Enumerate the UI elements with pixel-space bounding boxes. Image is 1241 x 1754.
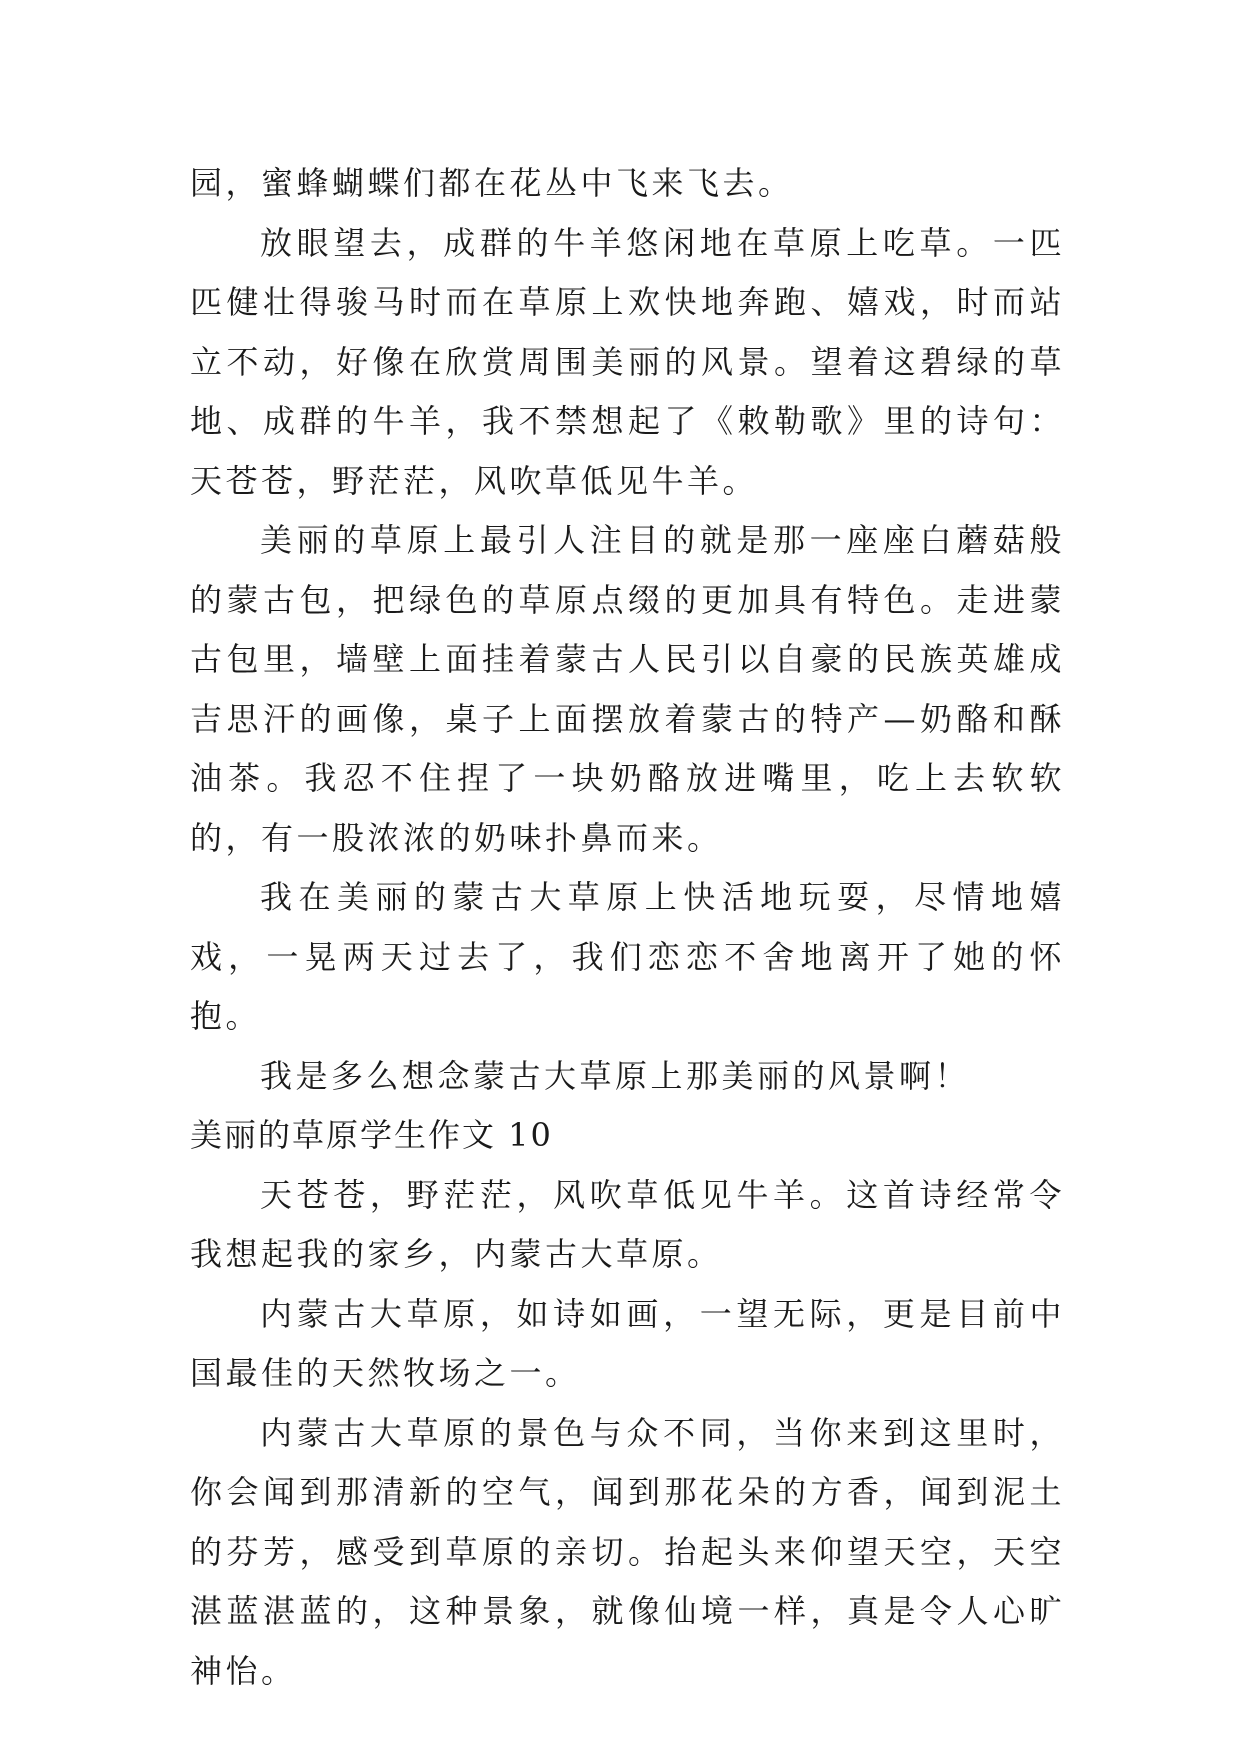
paragraph: 天苍苍，野茫茫，风吹草低见牛羊。这首诗经常令我想起我的家乡，内蒙古大草原。 [190, 1175, 1065, 1273]
paragraph: 内蒙古大草原，如诗如画，一望无际，更是目前中国最佳的天然牧场之一。 [190, 1294, 1065, 1392]
paragraph: 美丽的草原上最引人注目的就是那一座座白蘑菇般的蒙古包，把绿色的草原点缀的更加具有特色。走进蒙古包里，墙壁上面挂着蒙古人民引以自豪的民族英雄成吉思汗的画像，桌子上面摆放着蒙古的特产—奶酪和酥油茶。我忍不住捏了一块奶酪放进嘴里，吃上去软软的，有一股浓浓的奶味扑鼻而来。 [190, 521, 1065, 857]
paragraph: 我在美丽的蒙古大草原上快活地玩耍，尽情地嬉戏，一晃两天过去了，我们恋恋不舍地离开了她的怀抱。 [190, 878, 1065, 1035]
paragraph: 内蒙古大草原的景色与众不同，当你来到这里时，你会闻到那清新的空气，闻到那花朵的方香，闻到泥土的芬芳，感受到草原的亲切。抬起头来仰望天空，天空湛蓝湛蓝的，这种景象，就像仙境一样，真是令人心旷神怡。 [190, 1413, 1065, 1690]
paragraph: 放眼望去，成群的牛羊悠闲地在草原上吃草。一匹匹健壮得骏马时而在草原上欢快地奔跑、嬉戏，时而站立不动，好像在欣赏周围美丽的风景。望着这碧绿的草地、成群的牛羊，我不禁想起了《敕勒歌》里的诗句：天苍苍，野茫茫，风吹草低见牛羊。 [190, 223, 1065, 500]
document-body [190, 154, 1065, 1701]
paragraph: 我是多么想念蒙古大草原上那美丽的风景啊！ [260, 1056, 971, 1095]
paragraph: 园，蜜蜂蝴蝶们都在花丛中飞来飞去。 [190, 164, 794, 202]
section-title: 美丽的草原学生作文 10 [190, 1116, 553, 1154]
